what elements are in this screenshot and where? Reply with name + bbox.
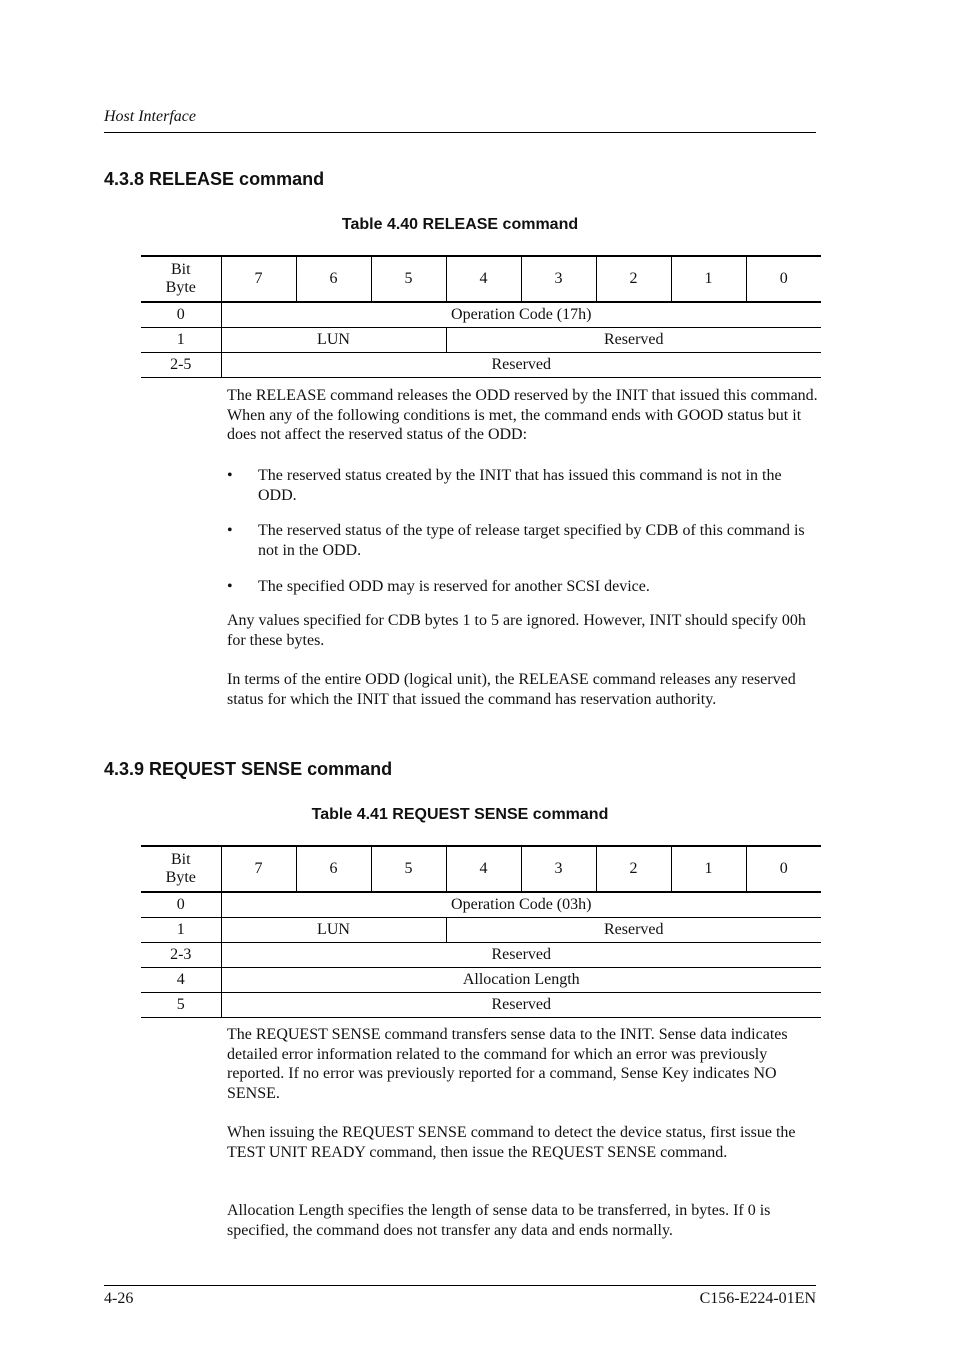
field-cell: Reserved — [221, 353, 821, 378]
byte-cell: 0 — [141, 302, 221, 328]
bullet-text: The reserved status of the type of release target specified by CDB of this command is not in the ODD. — [258, 522, 805, 559]
bit-column-header: 5 — [371, 846, 446, 892]
field-cell: Reserved — [221, 993, 821, 1018]
release-scope-paragraph — [227, 670, 819, 709]
table-caption-release: Table 4.40 RELEASE command — [341, 216, 579, 233]
bit-column-header: 3 — [521, 846, 596, 892]
bit-byte-cell — [141, 846, 221, 892]
release-cdb-paragraph — [227, 611, 819, 650]
release-intro-paragraph — [227, 386, 819, 445]
bit-label: Bit — [170, 261, 191, 278]
header-rule — [104, 132, 816, 133]
field-cell: Allocation Length — [221, 968, 821, 993]
paragraph-text: Any values specified for CDB bytes 1 to 5 are ignored. However, INIT should specify 00h for these bytes. — [227, 612, 806, 649]
document-code: C156-E224-01EN — [699, 1290, 816, 1307]
bit-column-header: 3 — [521, 256, 596, 302]
bit-column-header: 4 — [446, 846, 521, 892]
bullet-dot: • — [227, 578, 233, 595]
footer-rule — [104, 1285, 816, 1286]
byte-cell: 2-5 — [141, 353, 221, 378]
table-row — [141, 943, 821, 968]
paragraph-text: The REQUEST SENSE command transfers sense data to the INIT. Sense data indicates detailed error information related to the command for which an error was previously reported. If no error was previously reported for a command, Sense Key indicates NO SENSE. — [227, 1026, 788, 1102]
table-header-row — [141, 846, 821, 892]
bit-column-header: 6 — [296, 846, 371, 892]
byte-cell: 1 — [141, 918, 221, 943]
section-title-release: 4.3.8 RELEASE command — [104, 169, 325, 189]
bit-column-header: 7 — [221, 256, 296, 302]
table-caption-request-sense: Table 4.41 REQUEST SENSE command — [311, 806, 609, 823]
request-sense-usage-paragraph — [227, 1123, 819, 1162]
paragraph-text: When issuing the REQUEST SENSE command to detect the device status, first issue the TEST UNIT READY command, then issue the REQUEST SENSE command. — [227, 1124, 796, 1161]
table-row — [141, 918, 821, 943]
bullet-dot: • — [227, 522, 233, 539]
paragraph-text: In terms of the entire ODD (logical unit), the RELEASE command releases any reserved status for which the INIT that issued the command has reservation authority. — [227, 671, 796, 708]
lun-cell: LUN — [221, 328, 446, 353]
bit-label: Bit — [170, 851, 191, 868]
bit-column-header: 0 — [746, 256, 821, 302]
byte-label: Byte — [165, 279, 196, 296]
bit-column-header: 4 — [446, 256, 521, 302]
running-header: Host Interface — [104, 108, 196, 125]
reserved-cell: Reserved — [446, 328, 821, 353]
release-command-table — [141, 255, 821, 378]
paragraph-text: Allocation Length specifies the length of sense data to be transferred, in bytes. If 0 is specified, the command does not transfer any data and ends normally. — [227, 1202, 771, 1239]
table-row — [141, 328, 821, 353]
bullet-dot: • — [227, 467, 233, 484]
byte-cell: 0 — [141, 892, 221, 918]
byte-cell: 5 — [141, 993, 221, 1018]
bit-column-header: 6 — [296, 256, 371, 302]
reserved-cell: Reserved — [446, 918, 821, 943]
lun-cell: LUN — [221, 918, 446, 943]
request-sense-command-table — [141, 845, 821, 1018]
field-cell: Reserved — [221, 943, 821, 968]
table-row — [141, 968, 821, 993]
bit-column-header: 0 — [746, 846, 821, 892]
byte-cell: 4 — [141, 968, 221, 993]
section-title-request-sense: 4.3.9 REQUEST SENSE command — [104, 759, 393, 779]
bit-column-header: 2 — [596, 256, 671, 302]
table-row — [141, 302, 821, 328]
bit-column-header: 1 — [671, 256, 746, 302]
bit-column-header: 5 — [371, 256, 446, 302]
byte-cell: 2-3 — [141, 943, 221, 968]
byte-cell: 1 — [141, 328, 221, 353]
page-number: 4-26 — [104, 1290, 134, 1307]
bit-column-header: 7 — [221, 846, 296, 892]
bullet-text: The reserved status created by the INIT that has issued this command is not in the ODD. — [258, 467, 782, 504]
field-cell: Operation Code (17h) — [221, 302, 821, 328]
paragraph-text: The RELEASE command releases the ODD reserved by the INIT that issued this command. When any of the following conditions is met, the command ends with GOOD status but it does not affect the reserved status of the ODD: — [227, 387, 818, 443]
field-cell: Operation Code (03h) — [221, 892, 821, 918]
byte-label: Byte — [165, 869, 196, 886]
table-row — [141, 993, 821, 1018]
table-row — [141, 353, 821, 378]
allocation-length-paragraph — [227, 1201, 819, 1240]
table-header-row — [141, 256, 821, 302]
bullet-text: The specified ODD may is reserved for another SCSI device. — [258, 578, 650, 595]
bit-byte-cell — [141, 256, 221, 302]
request-sense-intro-paragraph — [227, 1025, 819, 1103]
table-row — [141, 892, 821, 918]
bit-column-header: 1 — [671, 846, 746, 892]
bit-column-header: 2 — [596, 846, 671, 892]
